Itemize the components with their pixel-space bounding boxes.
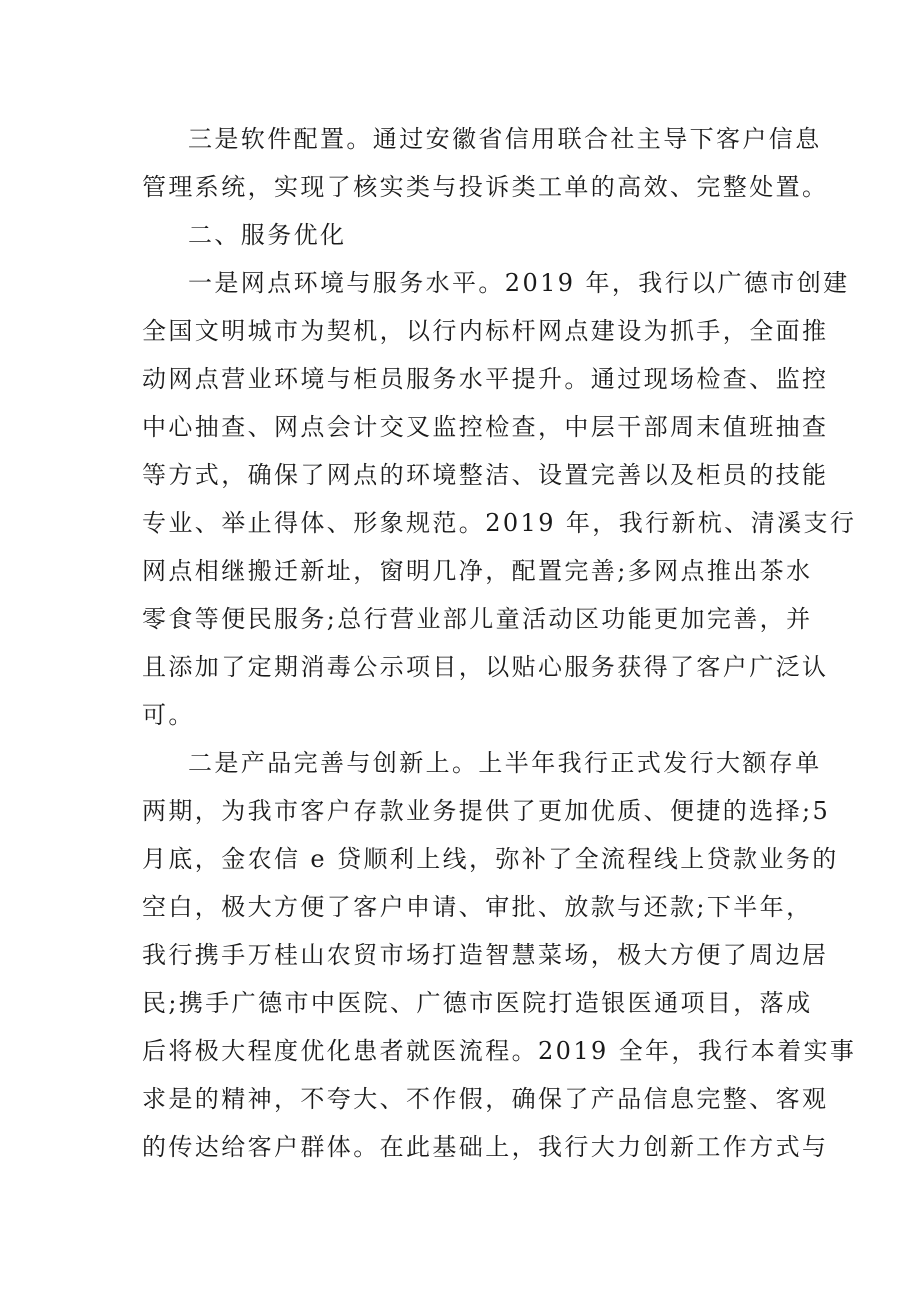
section-heading: 二、服务优化 bbox=[188, 221, 347, 249]
text-line: 等方式，确保了网点的环境整洁、设置完善以及柜员的技能 bbox=[142, 461, 829, 489]
text-line: 后将极大程度优化患者就医流程。2019 全年，我行本着实事 bbox=[142, 1037, 857, 1065]
text-line: 二是产品完善与创新上。上半年我行正式发行大额存单 bbox=[188, 749, 822, 777]
text-line: 且添加了定期消毒公示项目，以贴心服务获得了客户广泛认 bbox=[142, 653, 829, 681]
text-line: 可。 bbox=[142, 701, 195, 729]
text-line: 三是软件配置。通过安徽省信用联合社主导下客户信息 bbox=[188, 125, 822, 153]
text-line: 民;携手广德市中医院、广德市医院打造银医通项目，落成 bbox=[142, 989, 813, 1017]
text-line: 管理系统，实现了核实类与投诉类工单的高效、完整处置。 bbox=[142, 173, 829, 201]
text-line: 求是的精神，不夸大、不作假，确保了产品信息完整、客观 bbox=[142, 1085, 829, 1113]
text-line: 零食等便民服务;总行营业部儿童活动区功能更加完善，并 bbox=[142, 605, 813, 633]
text-line: 的传达给客户群体。在此基础上，我行大力创新工作方式与 bbox=[142, 1133, 829, 1161]
text-line: 网点相继搬迁新址，窗明几净，配置完善;多网点推出茶水 bbox=[142, 557, 813, 585]
text-line: 空白，极大方便了客户申请、审批、放款与还款;下半年， bbox=[142, 893, 813, 921]
text-line: 一是网点环境与服务水平。2019 年，我行以广德市创建 bbox=[188, 269, 850, 297]
text-line: 动网点营业环境与柜员服务水平提升。通过现场检查、监控 bbox=[142, 365, 829, 393]
text-line: 中心抽查、网点会计交叉监控检查，中层干部周末值班抽查 bbox=[142, 413, 829, 441]
text-line: 全国文明城市为契机，以行内标杆网点建设为抓手，全面推 bbox=[142, 317, 829, 345]
text-line: 专业、举止得体、形象规范。2019 年，我行新杭、清溪支行 bbox=[142, 509, 857, 537]
text-line: 月底，金农信 e 贷顺利上线，弥补了全流程线上贷款业务的 bbox=[142, 845, 839, 873]
text-line: 两期，为我市客户存款业务提供了更加优质、便捷的选择;5 bbox=[142, 797, 831, 825]
text-line: 我行携手万桂山农贸市场打造智慧菜场，极大方便了周边居 bbox=[142, 941, 829, 969]
